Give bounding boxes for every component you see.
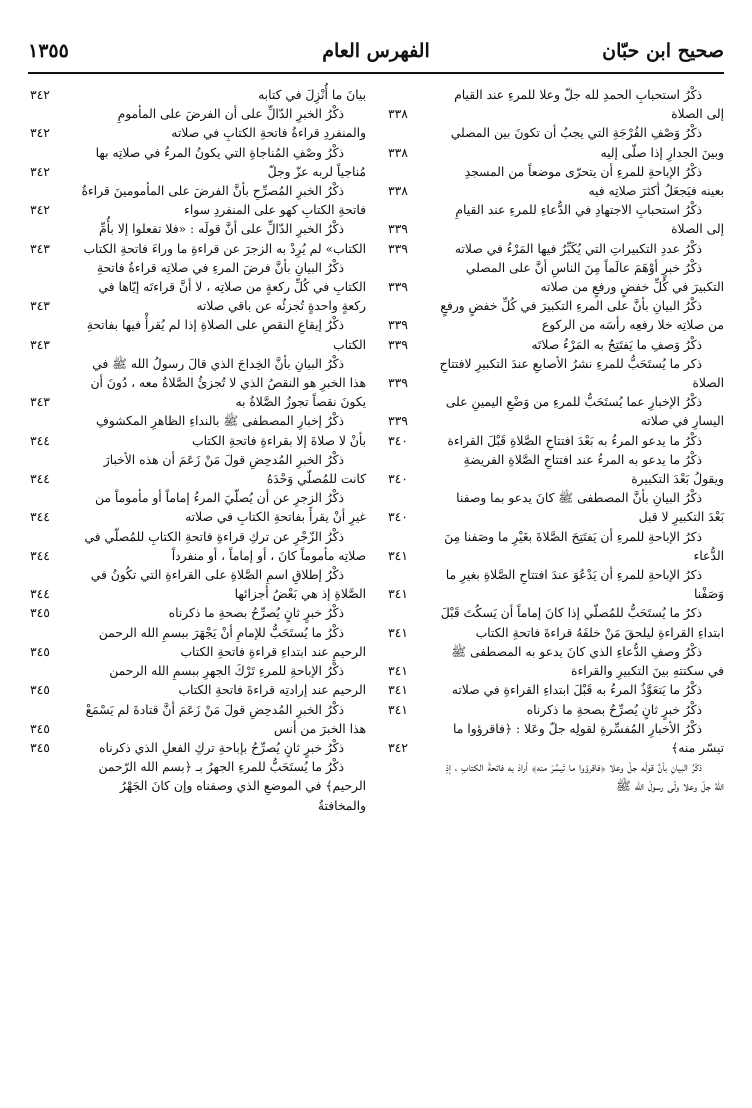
entry-page-number: ٣٤٣: [30, 395, 50, 410]
index-entry: [386, 297, 724, 335]
entry-page-number: ٣٣٩: [388, 241, 408, 256]
index-entry: [28, 662, 366, 700]
entry-page-number: ٣٤٠: [388, 433, 408, 448]
index-page: [28, 36, 724, 1096]
entry-page-number: ٣٤٠: [388, 510, 408, 525]
entry-page-number: ٣٤٢: [30, 126, 50, 141]
entry-text: ذكْرُ استحبابِ الحمدِ لله جلّ وعلا للمرءِ عند القيام إلى الصلاة: [454, 88, 724, 122]
entry-text: ذكْرُ عددِ التكبيراتِ التي يُكَبِّرُ فيها المَرْءُ في صلاته: [454, 241, 702, 256]
entry-page-number: ٣٤٥: [30, 740, 50, 755]
section-title: الفهرس العام: [322, 40, 430, 62]
index-entry: [28, 182, 366, 220]
index-entry: [28, 758, 366, 816]
entry-text: ذكْرُ وَصْفِ الفُرْجَةِ التي يجبُ أن تكونَ بين المصلي وبينَ الجدارِ إذا صلّى إليه: [450, 126, 724, 160]
index-entry: [28, 144, 366, 182]
index-entry: [28, 105, 366, 143]
entry-page-number: ٣٤٣: [30, 299, 50, 314]
index-column-left: [28, 86, 366, 816]
entry-page-number: ٣٤١: [388, 587, 408, 602]
entry-text: ذكْرُ الزّجْرِ عن تركِ قراءةِ فاتحةِ الكتابِ للمُصلّي في صلاتِه مأموماً كانَ ، أو إماماً ، أو منفرداً: [84, 529, 366, 563]
index-entry: [28, 86, 366, 105]
entry-page-number: ٣٣٩: [388, 280, 408, 295]
index-entry: [386, 240, 724, 259]
page-number: ١٣٥٥: [28, 40, 69, 62]
index-entry: [386, 393, 724, 431]
entry-page-number: ٣٤١: [388, 548, 408, 563]
entry-page-number: ٣٣٨: [388, 184, 408, 199]
entry-page-number: ٣٣٩: [388, 337, 408, 352]
entry-page-number: ٣٤٢: [388, 740, 408, 755]
entry-text: ذكْرُ البيانِ بأنَّ المصطفى ﷺ كانَ يدعو بما وصفنا بَعْدَ التكبيرِ لا قبل: [456, 491, 724, 525]
entry-page-number: ٣٣٨: [388, 145, 408, 160]
index-entry: [386, 124, 724, 162]
entry-text: ذكْرُ استحبابِ الاجتهادِ في الدُّعاءِ للمرءِ عند القيامِ إلى الصلاة: [455, 203, 724, 237]
entry-text: ذكْرُ خبرٍ أوْهَمَ عالَماً مِنَ الناسِ أنَّ على المصلي التكبيرَ في كُلِّ خفضٍ ورفعٍ من صلاته: [465, 260, 724, 295]
entry-text: ذكْرُ خبرٍ ثانٍ يُصرِّحُ بصحةِ ما ذكرناه: [526, 702, 702, 717]
entry-text: ذكْرُ ما يدعو المرءُ به بَعْدَ افتتاحِ الصَّلاةِ قَبْلَ القراءة: [447, 433, 702, 448]
entry-text: ذكْرُ البيانِ بأنَّ على المرءِ التكبيرَ في كُلِّ خفضٍ ورفعٍ من صلاتِه خلا رفعِه رأسَه من الركوع: [440, 299, 724, 333]
entry-page-number: ٣٤٥: [30, 721, 50, 736]
entry-text: ذكْرُ الخبرِ المُدحِضِ قولَ مَنْ زَعَمَ أن هذه الأخبارَ كانت للمُصلّي وَحْدَهُ: [103, 452, 366, 487]
entry-page-number: ٣٣٨: [388, 107, 408, 122]
index-entry: [386, 86, 724, 124]
index-entry: [28, 739, 366, 758]
book-title: صحيح ابن حبّان: [602, 40, 724, 62]
index-entry: [28, 566, 366, 604]
entry-text: ذكْرُ إخبارِ المصطفى ﷺ بالنداءِ الظاهرِ المكشوفِ بأنْ لا صلاةَ إلا بقراءةِ فاتحةِ الكتاب: [95, 414, 366, 448]
entry-text: ذكْرُ وَصفِ ما يَفتَتِحُ به المَرْءُ صلاتَه: [531, 337, 702, 352]
index-entry: [386, 720, 724, 758]
entry-page-number: ٣٤٥: [30, 644, 50, 659]
entry-text: ذكْرُ إطلاقِ اسمِ الصَّلاةِ على القراءةِ التي تكُونُ في الصَّلاةِ إذ هي بَعْضُ أجزائها: [90, 568, 366, 602]
entry-text: ذكْرُ البيانِ بأنَّ فرضَ المرءِ في صلاتِه قراءةُ فاتحةِ الكتابِ في كُلِّ ركعةٍ من صلاتِه ، لا أنَّ قراءتَه إيّاها في ركعةٍ واحدةٍ تُجزئُه عن باقي صلاته: [96, 260, 366, 314]
entry-page-number: ٣٤٢: [30, 203, 50, 218]
entry-page-number: ٣٤٣: [30, 241, 50, 256]
entry-page-number: ٣٣٩: [388, 318, 408, 333]
index-entry: [386, 643, 724, 681]
entry-text: ذكْرُ الخبرِ الدّالِّ على أن الفرضَ على المأمومِ والمنفردِ قراءةُ فاتحةِ الكتابِ في صلاته: [117, 107, 366, 141]
entry-text: ذكْرُ الإخبارِ عما يُستَحَبُّ للمرءِ من وَضْعِ اليمينِ على اليسارِ في صلاته: [445, 395, 724, 429]
entry-text: ذكْرُ وصفِ الدُّعاءِ الذي كانَ يدعو به المصطفى ﷺ في سكتتهِ بينَ التكبيرِ والقراءة: [451, 644, 724, 679]
entry-page-number: ٣٤١: [388, 664, 408, 679]
index-entry: [386, 259, 724, 297]
index-entry: [386, 701, 724, 720]
index-entry: [386, 528, 724, 566]
index-entry: [386, 163, 724, 201]
index-column-right: [386, 86, 724, 797]
entry-text: ذكْرُ الزجرِ عن أن يُصلّيَ المرءُ إماماً أو مأموماً من غيرِ أنْ يقرأَ بفاتحةِ الكتابِ في صلاته: [94, 491, 366, 525]
index-entry: [386, 489, 724, 527]
index-entry: [28, 451, 366, 489]
index-entry: [28, 412, 366, 450]
entry-page-number: ٣٤١: [388, 683, 408, 698]
entry-text: ذكْرُ الإباحةِ للمرءِ أن يتحرّى موضعاً من المسجدِ بعينه فيَجعَلُ أكثرَ صلاتِه فيه: [464, 164, 724, 199]
entry-text: ذكْرُ إيقاعِ النقصِ على الصلاةِ إذا لم يُقرأْ فيها بفاتحةِ الكتاب: [86, 318, 366, 352]
index-entry: [386, 336, 724, 355]
index-entry: [28, 259, 366, 317]
entry-page-number: ٣٤٠: [388, 472, 408, 487]
index-entry: [28, 528, 366, 566]
entry-text: ذكْرُ البيانِ بأنَّ قولَه جلّ وعلا ﴿فاقرؤوا ما تَيسَّرَ منه﴾ أرادَ به فاتحةَ الكتابِ ، إذِ اللهُ جلّ وعلا ولّى رسولَ الله ﷺ: [445, 760, 724, 794]
index-entry: [28, 220, 366, 258]
entry-page-number: ٣٤٤: [30, 510, 50, 525]
entry-text: ذكرُ الإباحةِ للمرءِ أن يَفتَتِحَ الصَّلاةَ بغَيْرِ ما وصَفنا مِنَ الدُّعاء: [444, 529, 724, 563]
index-entry: [28, 701, 366, 739]
entry-text: ذكْرُ وصْفِ المُناجاةِ التي يكونُ المرءُ في صلاتِه بها مُناجياً لربه عزّ وجلّ: [95, 145, 366, 179]
index-entry: [386, 451, 724, 489]
entry-page-number: ٣٣٩: [388, 222, 408, 237]
index-entry: [28, 489, 366, 527]
index-entry: [386, 201, 724, 239]
index-entry: [386, 355, 724, 393]
entry-page-number: ٣٤٥: [30, 606, 50, 621]
entry-text: ذكْرُ خبرٍ ثانٍ يُصرِّحُ بصحةِ ما ذكرناه: [168, 606, 344, 621]
entry-page-number: ٣٤٤: [30, 433, 50, 448]
entry-text: ذكْرُ البيانِ بأنَّ الخِداجَ الذي قالَ رسولُ الله ﷺ في هذا الخبرِ هو النقصُ الذي لا تُجزئُ الصَّلاةُ معه ، دُونَ أن يكونَ نقصاً تجوزُ الصَّلاةُ به: [90, 356, 366, 410]
entry-text: ذكْرُ خبرٍ ثانٍ يُصرِّحُ بإباحةِ تركِ الفعلِ الذي ذكرناه: [99, 740, 344, 755]
entry-page-number: ٣٤٢: [30, 164, 50, 179]
index-entry: [386, 604, 724, 642]
index-entry: [28, 355, 366, 413]
index-entry: [28, 604, 366, 623]
entry-text: ذكْرُ الخبرِ الدّالِّ على أنَّ قولَه : «فلا تفعلوا إلا بأُمِّ الكتاب» لم يُرِدْ به الزجرَ عن قراءةِ ما وراءَ فاتحةِ الكتاب: [83, 222, 366, 256]
entry-text: ذكرُ ما يُستَحَبُّ للمُصلّي إذا كانَ إماماً أن يَسكُتَ قَبْلَ ابتداءِ القراءةِ ليلحقَ مَنْ خلفَهُ قراءةَ فاتحةِ الكتاب: [440, 606, 724, 640]
index-entry: [28, 316, 366, 354]
entry-text: ذكْرُ ما يُستَحَبُّ للمرءِ الجهرُ بـ ﴿بسم الله الرّحمن الرحيم﴾ في الموضعِ الذي وصفناه وإن كانَ الجَهْرُ والمخافتةُ: [98, 760, 366, 813]
entry-text: ذكر ما يُستَحَبُّ للمرءِ نشرُ الأصابعِ عندَ التكبيرِ لافتتاحِ الصلاة: [439, 356, 724, 391]
entry-page-number: ٣٤١: [388, 625, 408, 640]
entry-page-number: ٣٣٩: [388, 376, 408, 391]
entry-page-number: ٣٤١: [388, 702, 408, 717]
index-entry: [386, 566, 724, 604]
index-entry: [28, 624, 366, 662]
entry-page-number: ٣٣٩: [388, 414, 408, 429]
index-entry: [386, 681, 724, 700]
entry-text: بيانَ ما أُنْزِلَ في كتابه: [258, 88, 366, 102]
entry-text: ذكْرُ الإباحةِ للمرءِ تَرْكَ الجهرِ ببسمِ الله الرحمن الرحيم عند إرادتِه قراءةَ فاتحةِ الكتاب: [109, 664, 366, 698]
entry-page-number: ٣٤٤: [30, 587, 50, 602]
entry-page-number: ٣٤٥: [30, 683, 50, 698]
index-entry: [386, 432, 724, 451]
header-rule: [28, 72, 724, 74]
entry-page-number: ٣٤٣: [30, 337, 50, 352]
entry-page-number: ٣٤٢: [30, 88, 50, 102]
entry-page-number: ٣٤٤: [30, 548, 50, 563]
entry-text: ذكْرُ الخبرِ المُدحِضِ قولَ مَنْ زَعَمَ أنَّ قتادةَ لم يَسْمَعْ هذا الخبرَ من أنس: [85, 702, 366, 736]
entry-text: ذكْرُ ما يدعو به المرءُ عند افتتاحِ الصَّلاةِ الفريضةِ ويقولُ بَعْدَ التكبيرة: [463, 452, 724, 487]
entry-text: ذكْرُ الأخبارِ المُفسِّرةِ لقولِه جلّ وعَلا : ﴿فاقرؤوا ما تيسّر منه﴾: [453, 721, 724, 755]
index-entry: [386, 758, 724, 796]
page-header: [28, 36, 724, 70]
entry-text: ذكْرُ الخبرِ المُصرِّحِ بأنَّ الفرضَ على المأمومينَ قراءةُ فاتحةِ الكتابِ كهو على المنفردِ سواء: [81, 184, 366, 218]
entry-text: ذكرُ الإباحةِ للمرءِ أن يَدْعُوَ عندَ افتتاحِ الصَّلاةِ بغيرِ ما وَصَفْنا: [445, 568, 724, 602]
entry-text: ذكْرُ ما يَتعَوَّذُ المرءُ به قَبْلَ ابتداءِ القراءةِ في صلاته: [451, 683, 702, 698]
entry-text: ذكْرُ ما يُستَحَبُّ للإمامِ أنْ يَجْهَرَ ببسمِ الله الرحمن الرحيمِ عند ابتداءِ قراءةِ فاتحةِ الكتاب: [98, 625, 366, 659]
entry-page-number: ٣٤٤: [30, 472, 50, 487]
